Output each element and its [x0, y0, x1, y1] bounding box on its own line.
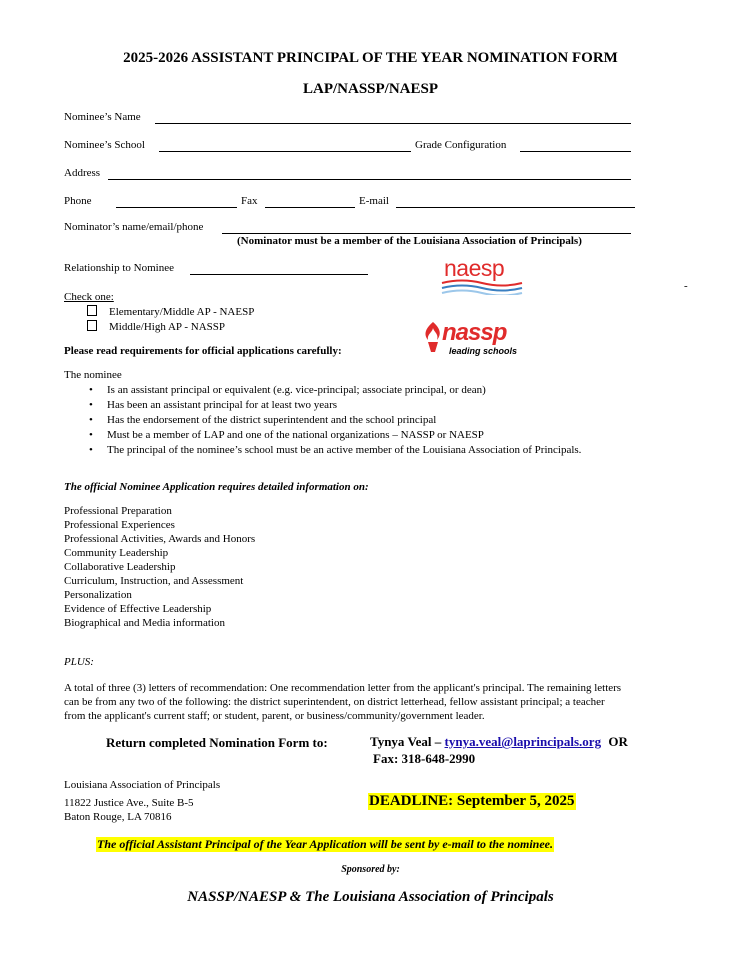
nominee-name-line[interactable]: [155, 123, 631, 124]
checkbox-option-nassp[interactable]: [87, 320, 225, 333]
address-line[interactable]: [108, 179, 631, 180]
list-item: Biographical and Media information: [64, 617, 225, 629]
nominee-school-label: Nominee’s School: [64, 139, 145, 151]
address-label: Address: [64, 167, 101, 179]
list-item: Community Leadership: [64, 547, 169, 559]
fax-line[interactable]: [265, 207, 355, 208]
email-label: E-mail: [359, 195, 389, 207]
application-heading: The official Nominee Application requires detailed information on:: [64, 481, 369, 493]
requirements-list: [89, 383, 581, 458]
nominee-name-label: Nominee’s Name: [64, 111, 141, 123]
org-city: Baton Rouge, LA 70816: [64, 811, 172, 823]
checkbox-option-label: Elementary/Middle AP - NAESP: [109, 306, 255, 318]
nassp-logo-text: nassp: [442, 319, 507, 346]
nominator-line[interactable]: [222, 233, 631, 234]
fax-label: Fax: [241, 195, 258, 207]
list-item: Professional Experiences: [64, 519, 175, 531]
plus-line: can be from any two of the following: the district superintendent, on district letterhead, fellow assistant principal; a teacher: [64, 696, 605, 708]
grade-config-line[interactable]: [520, 151, 631, 152]
nominee-school-line[interactable]: [159, 151, 411, 152]
list-item: Evidence of Effective Leadership: [64, 603, 212, 615]
return-contact: Tynya Veal –: [370, 734, 442, 749]
plus-line: A total of three (3) letters of recommendation: One recommendation letter from the applicant's principal. The remaining letters: [64, 682, 622, 694]
checkbox-icon[interactable]: [87, 305, 97, 316]
list-item: Professional Activities, Awards and Honors: [64, 533, 256, 545]
phone-line[interactable]: [116, 207, 237, 208]
nominator-note: (Nominator must be a member of the Louisiana Association of Principals): [237, 235, 582, 247]
nassp-tagline: leading schools: [449, 346, 518, 356]
nominator-label: Nominator’s name/email/phone: [64, 221, 204, 233]
list-item: Personalization: [64, 589, 132, 601]
list-item: • Has been an assistant principal for at least two years: [89, 398, 581, 413]
plus-paragraph: [64, 681, 621, 723]
checkbox-option-naesp[interactable]: [87, 305, 254, 318]
list-item: • The principal of the nominee’s school must be an active member of the Louisiana Association of Principals.: [89, 443, 581, 458]
checkbox-option-label: Middle/High AP - NASSP: [109, 321, 226, 333]
naesp-waves-icon: [440, 279, 524, 295]
page-title: 2025-2026 ASSISTANT PRINCIPAL OF THE YEAR NOMINATION FORM: [123, 50, 618, 66]
notice-banner: The official Assistant Principal of the Year Application will be sent by e-mail to the nominee.: [97, 837, 554, 851]
list-item: • Must be a member of LAP and one of the national organizations – NASSP or NAESP: [89, 428, 581, 443]
return-or: OR: [608, 734, 628, 749]
list-item: • Has the endorsement of the district superintendent and the school principal: [89, 413, 581, 428]
org-name: Louisiana Association of Principals: [64, 779, 221, 791]
requirements-intro: The nominee: [64, 369, 122, 381]
plus-line: from the applicant's current staff; or student, parent, or business/community/government leader.: [64, 710, 485, 722]
relationship-line[interactable]: [190, 274, 368, 275]
relationship-label: Relationship to Nominee: [64, 262, 174, 274]
naesp-logo-text: naesp: [444, 255, 505, 281]
list-item: • Is an assistant principal or equivalent (e.g. vice-principal; associate principal, or dean): [89, 383, 581, 398]
return-contact-line: [370, 734, 628, 750]
email-line[interactable]: [396, 207, 635, 208]
stray-dash: -: [684, 280, 688, 292]
requirements-heading: Please read requirements for official applications carefully:: [64, 345, 342, 357]
phone-label: Phone: [64, 195, 92, 207]
check-one-label: Check one:: [64, 291, 114, 303]
naesp-logo: [440, 257, 530, 297]
sponsors-line: NASSP/NAESP & The Louisiana Association of Principals: [187, 889, 554, 905]
plus-label: PLUS:: [64, 656, 94, 668]
page-subtitle: LAP/NASSP/NAESP: [302, 81, 439, 97]
return-fax: Fax: 318-648-2990: [373, 751, 476, 766]
return-label: Return completed Nomination Form to:: [106, 735, 328, 750]
grade-config-label: Grade Configuration: [415, 139, 507, 151]
list-item: Curriculum, Instruction, and Assessment: [64, 575, 244, 587]
sponsored-by-label: Sponsored by:: [341, 864, 400, 875]
application-list: [64, 504, 255, 630]
contact-email-link[interactable]: tynya.veal@laprincipals.org: [444, 734, 602, 749]
list-item: Professional Preparation: [64, 505, 172, 517]
list-item: Collaborative Leadership: [64, 561, 176, 573]
deadline-banner: DEADLINE: September 5, 2025: [369, 793, 575, 809]
org-street: 11822 Justice Ave., Suite B-5: [64, 797, 194, 809]
nassp-logo: [420, 320, 540, 360]
checkbox-icon[interactable]: [87, 320, 97, 331]
